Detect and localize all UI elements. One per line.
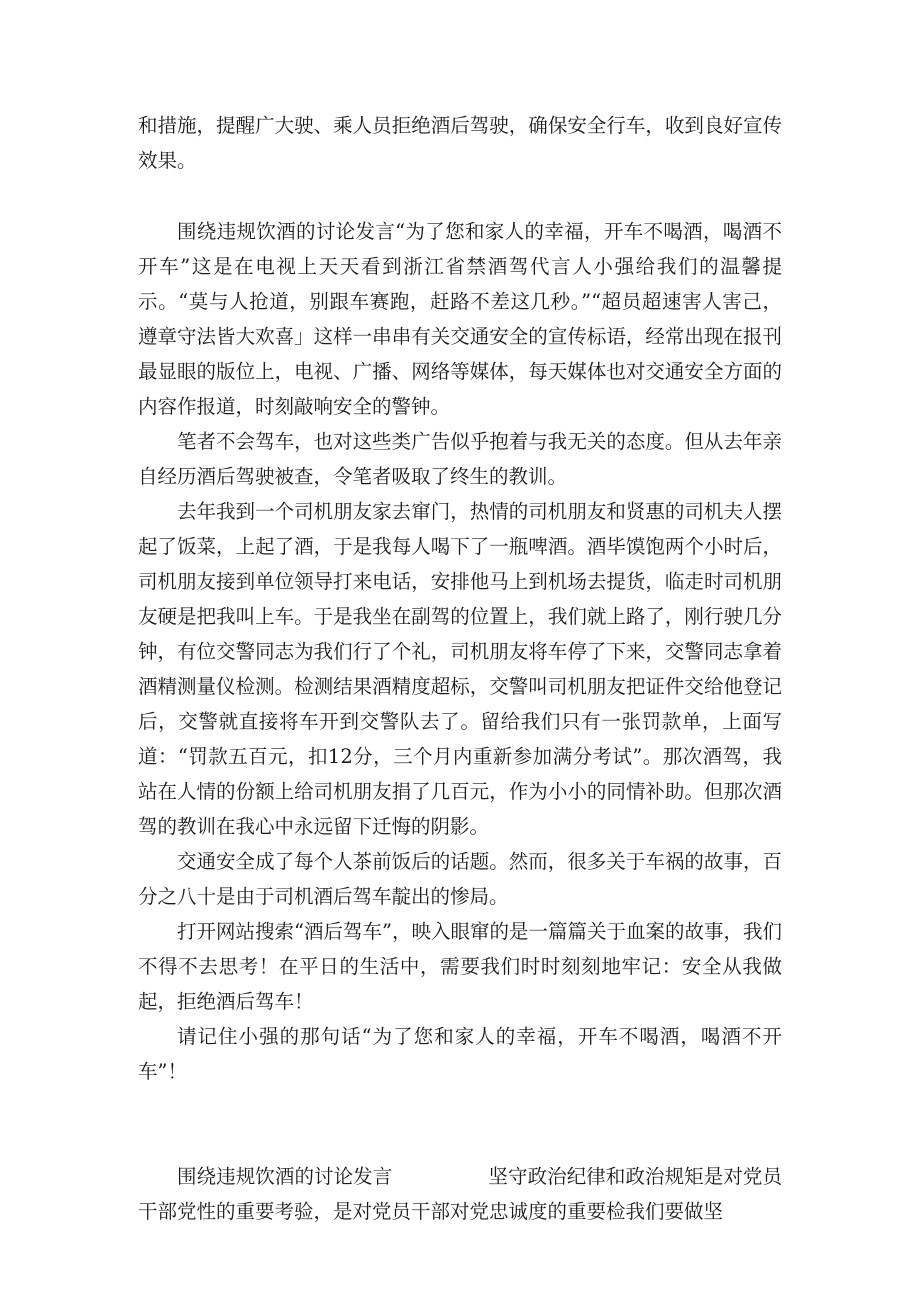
- paragraph-topic: 交通安全成了每个人茶前饭后的话题。然而，很多关于车祸的故事，百分之八十是由于司机酒后驾车靛出的惨局。: [138, 850, 782, 908]
- paragraph-closing: 请记住小强的那句话“为了您和家人的幸福，开车不喝酒，喝酒不开车”！: [138, 1025, 782, 1083]
- footer-text: 坚守政治纪律和政治规矩是对党员干部党性的重要考验，是对党员干部对党忠诚度的重要检我们要做坚: [138, 1165, 782, 1223]
- paragraph-intro-continuation: 和措施，提醒广大驶、乘人员拒绝酒后驾驶，确保安全行车，收到良好宣传效果。: [138, 114, 782, 172]
- paragraph-search: 打开网站搜索“酒后驾车”，映入眼窜的是一篇篇关于血案的故事，我们不得不去思考！在平日的生活中，需要我们时时刻刻地牢记：安全从我做起，拒绝酒后驾车！: [138, 920, 782, 1013]
- paragraph-story: 去年我到一个司机朋友家去窜门，热情的司机朋友和贤惠的司机夫人摆起了饭菜，上起了酒，于是我每人喝下了一瓶啤酒。酒毕馍饱两个小时后，司机朋友接到单位领导打来电话，安排他马上到机场去提货，临走时司机朋友硬是把我叫上车。于是我坐在副驾的位置上，我们就上路了，刚行驶几分钟，有位交警同志为我们行了个礼，司机朋友将车停了下来，交警同志拿着酒精测量仪检测。检测结果酒精度超标，交警叫司机朋友把证件交给他登记后，交警就直接将车开到交警队去了。留给我们只有一张罚款单，上面写道：“罚款五百元，扣12分，三个月内重新参加满分考试”。那次酒驾，我站在人情的份额上给司机朋友捐了几百元，作为小小的同情补助。但那次酒驾的教训在我心中永远留下迁悔的阴影。: [138, 500, 782, 838]
- footer-paragraph: [138, 1159, 782, 1229]
- paragraph-slogan: 围绕违规饮酒的讨论发言“为了您和家人的幸福，开车不喝酒，喝酒不开车”这是在电视上天天看到浙江省禁酒驾代言人小强给我们的温馨提示。“莫与人抢道，别跟车赛跑，赶路不差这几秒。”“超员超速害人害己，遵章守法皆大欢喜」这样一串串有关交通安全的宣传标语，经常出现在报刊最显眼的版位上，电视、广播、网络等媒体，每天媒体也对交通安全方面的内容作报道，时刻敲响安全的警钟。: [138, 220, 782, 418]
- footer-title: 围绕违规饮酒的讨论发言: [177, 1165, 393, 1188]
- paragraph-author-experience: 笔者不会驾车，也对这些类广告似乎抱着与我无关的态度。但从去年亲自经历酒后驾驶被查，令笔者吸取了终生的教训。: [138, 430, 782, 488]
